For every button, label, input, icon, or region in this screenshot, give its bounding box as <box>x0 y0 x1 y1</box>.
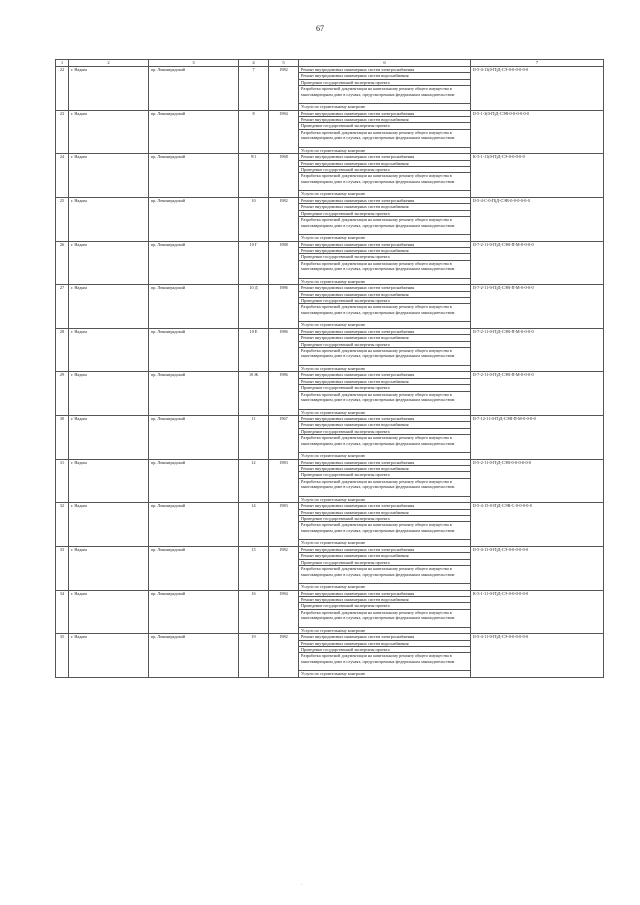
work-type-cell: Ремонт внутридомовых инженерных систем водоснабжения <box>299 422 471 428</box>
work-type-cell: Ремонт внутридомовых инженерных систем водоснабжения <box>299 247 471 253</box>
row-number: 35 <box>56 634 69 678</box>
work-type-cell: Разработка проектной документации на капитальному ремонту общего имущества в многоквартирном доме в случаях, предусмотренных федеральным законодательством <box>299 129 471 147</box>
work-type-cell: Услуги по строительному контролю <box>299 278 471 284</box>
row-number: 31 <box>56 459 69 503</box>
house-number-cell: 8 <box>239 110 269 154</box>
table-row <box>56 590 604 596</box>
work-type-cell: Проведение государственной экспертизы проекта <box>299 123 471 129</box>
work-type-cell: Проведение государственной экспертизы проекта <box>299 297 471 303</box>
work-type-cell: Услуги по строительному контролю <box>299 147 471 153</box>
work-type-cell: Ремонт внутридомовых инженерных систем водоснабжения <box>299 466 471 472</box>
work-type-cell: Разработка проектной документации на капитальному ремонту общего имущества в многоквартирном доме в случаях, предусмотренных федеральным законодательством <box>299 304 471 322</box>
building-code-cell: II-5-4-15-0-П)Д-СЭВ-С-0-0-0-0-0 <box>471 503 604 547</box>
row-number: 28 <box>56 328 69 372</box>
street-cell: пр. Ленинградский <box>149 197 239 241</box>
table-row <box>56 459 604 465</box>
city-cell: г. Надым <box>69 67 149 111</box>
row-number: 26 <box>56 241 69 285</box>
city-cell: г. Надым <box>69 197 149 241</box>
building-code-cell: II-7-2-11-0-П)Д-СЭВ-П-М-0-0-0-0 <box>471 285 604 329</box>
work-type-cell: Разработка проектной документации на капитальному ремонту общего имущества в многоквартирном доме в случаях, предусмотренных федеральным законодательством <box>299 217 471 235</box>
work-type-cell: Ремонт внутридомовых инженерных систем электроснабжения <box>299 546 471 552</box>
work-type-cell: Разработка проектной документации на капитальному ремонту общего имущества в многоквартирном доме в случаях, предусмотренных федеральным законодательством <box>299 391 471 409</box>
table-row <box>56 634 604 640</box>
city-cell: г. Надым <box>69 154 149 198</box>
building-code-cell: II-5-4-С-0-П)Д-СЭВ-0-0-0-0-0-0 <box>471 197 604 241</box>
house-number-cell: 16 <box>239 590 269 634</box>
house-number-cell: 15 <box>239 546 269 590</box>
row-number: 24 <box>56 154 69 198</box>
building-code-cell: II-7-2-11-0-П)Д-СЭВ-П-М-0-0-0-0 <box>471 241 604 285</box>
work-type-cell: Разработка проектной документации на капитальному ремонту общего имущества в многоквартирном доме в случаях, предусмотренных федеральным законодательством <box>299 435 471 453</box>
work-type-cell: Ремонт внутридомовых инженерных систем электроснабжения <box>299 372 471 378</box>
building-code-cell: II-5-2-11-0-П)Д-СЭВ-0-0-0-0-0-0 <box>471 459 604 503</box>
work-type-cell: Проведение государственной экспертизы проекта <box>299 341 471 347</box>
house-number-cell: 10 Д <box>239 285 269 329</box>
work-type-cell: Проведение государственной экспертизы проекта <box>299 254 471 260</box>
work-type-cell: Проведение государственной экспертизы проекта <box>299 516 471 522</box>
table-body <box>56 67 604 678</box>
table-row <box>56 241 604 247</box>
column-header-4: 4 <box>239 60 269 67</box>
street-cell: пр. Ленинградский <box>149 110 239 154</box>
work-type-cell: Проведение государственной экспертизы проекта <box>299 646 471 652</box>
work-type-cell: Услуги по строительному контролю <box>299 540 471 546</box>
build-year-cell: 1986 <box>269 372 299 416</box>
table-row <box>56 197 604 203</box>
table-row <box>56 503 604 509</box>
work-type-cell: Ремонт внутридомовых инженерных систем водоснабжения <box>299 117 471 123</box>
work-type-cell: Разработка проектной документации на капитальному ремонту общего имущества в многоквартирном доме в случаях, предусмотренных федеральным законодательством <box>299 260 471 278</box>
building-code-cell: II-5-4-11-0-П)Д-СЭ-0-0-0-0-0-0 <box>471 634 604 678</box>
city-cell: г. Надым <box>69 328 149 372</box>
work-type-cell: Ремонт внутридомовых инженерных систем водоснабжения <box>299 335 471 341</box>
work-type-cell: Разработка проектной документации на капитальному ремонту общего имущества в многоквартирном доме в случаях, предусмотренных федеральным законодательством <box>299 522 471 540</box>
work-type-cell: Разработка проектной документации на капитальному ремонту общего имущества в многоквартирном доме в случаях, предусмотренных федеральным законодательством <box>299 347 471 365</box>
building-code-cell: II-5-4-11(0-П)Д-СЭ-0-0-0-0-0-0 <box>471 67 604 111</box>
page-number: 67 <box>316 24 324 33</box>
work-type-cell: Ремонт внутридомовых инженерных систем водоснабжения <box>299 553 471 559</box>
work-type-cell: Разработка проектной документации на капитальному ремонту общего имущества в многоквартирном доме в случаях, предусмотренных федеральным законодательством <box>299 653 471 671</box>
build-year-cell: 1982 <box>269 634 299 678</box>
city-cell: г. Надым <box>69 546 149 590</box>
work-type-cell: Ремонт внутридомовых инженерных систем электроснабжения <box>299 154 471 160</box>
building-code-cell: II-7-2-11-0-П)Д-СЭВ-П-М-0-0-0-0 <box>471 328 604 372</box>
work-type-cell: Проведение государственной экспертизы проекта <box>299 559 471 565</box>
work-type-cell: Ремонт внутридомовых инженерных систем водоснабжения <box>299 73 471 79</box>
work-type-cell: Ремонт внутридомовых инженерных систем электроснабжения <box>299 503 471 509</box>
work-type-cell: Ремонт внутридомовых инженерных систем электроснабжения <box>299 197 471 203</box>
build-year-cell: 1984 <box>269 590 299 634</box>
table-row <box>56 546 604 552</box>
house-number-cell: 12 <box>239 459 269 503</box>
build-year-cell: 1982 <box>269 197 299 241</box>
street-cell: пр. Ленинградский <box>149 503 239 547</box>
table-row <box>56 328 604 334</box>
work-type-cell: Ремонт внутридомовых инженерных систем электроснабжения <box>299 110 471 116</box>
work-type-cell: Ремонт внутридомовых инженерных систем электроснабжения <box>299 328 471 334</box>
build-year-cell: 1983 <box>269 503 299 547</box>
house-number-cell: 10 Ж <box>239 372 269 416</box>
work-type-cell: Проведение государственной экспертизы проекта <box>299 167 471 173</box>
row-number: 29 <box>56 372 69 416</box>
work-type-cell: Услуги по строительному контролю <box>299 191 471 197</box>
city-cell: г. Надым <box>69 285 149 329</box>
work-type-cell: Ремонт внутридомовых инженерных систем электроснабжения <box>299 634 471 640</box>
build-year-cell: 1983 <box>269 459 299 503</box>
work-type-cell: Разработка проектной документации на капитальному ремонту общего имущества в многоквартирном доме в случаях, предусмотренных федеральным законодательством <box>299 566 471 584</box>
house-number-cell: 11 <box>239 416 269 460</box>
building-code-cell: II-7-2-11-0-П)Д-СЭВ-П-М-0-0-0-0 <box>471 372 604 416</box>
work-type-cell: Услуги по строительному контролю <box>299 496 471 502</box>
work-type-cell: Ремонт внутридомовых инженерных систем водоснабжения <box>299 160 471 166</box>
build-year-cell: 1982 <box>269 67 299 111</box>
work-type-cell: Ремонт внутридомовых инженерных систем водоснабжения <box>299 204 471 210</box>
house-number-cell: 10 <box>239 197 269 241</box>
street-cell: пр. Ленинградский <box>149 154 239 198</box>
city-cell: г. Надым <box>69 503 149 547</box>
city-cell: г. Надым <box>69 634 149 678</box>
row-number: 22 <box>56 67 69 111</box>
building-code-cell: II-5-4-11-0-П)Д-СЭ-0-0-0-0-0-0 <box>471 546 604 590</box>
build-year-cell: 1986 <box>269 328 299 372</box>
work-type-cell: Проведение государственной экспертизы проекта <box>299 385 471 391</box>
column-header-1: 1 <box>56 60 69 67</box>
table-row <box>56 372 604 378</box>
street-cell: пр. Ленинградский <box>149 634 239 678</box>
house-number-cell: 10 Е <box>239 328 269 372</box>
header-row <box>56 60 604 67</box>
work-type-cell: Услуги по строительному контролю <box>299 584 471 590</box>
table-row <box>56 67 604 73</box>
street-cell: пр. Ленинградский <box>149 546 239 590</box>
column-header-3: 3 <box>149 60 239 67</box>
row-number: 23 <box>56 110 69 154</box>
work-type-cell: Услуги по строительному контролю <box>299 104 471 110</box>
street-cell: пр. Ленинградский <box>149 285 239 329</box>
work-type-cell: Ремонт внутридомовых инженерных систем водоснабжения <box>299 596 471 602</box>
house-number-cell: 19 <box>239 634 269 678</box>
scan-mark: · <box>301 883 303 888</box>
street-cell: пр. Ленинградский <box>149 67 239 111</box>
work-type-cell: Проведение государственной экспертизы проекта <box>299 428 471 434</box>
work-type-cell: Разработка проектной документации на капитальному ремонту общего имущества в многоквартирном доме в случаях, предусмотренных федеральным законодательством <box>299 478 471 496</box>
house-number-cell: 7 <box>239 67 269 111</box>
work-type-cell: Проведение государственной экспертизы проекта <box>299 79 471 85</box>
work-type-cell: Проведение государственной экспертизы проекта <box>299 603 471 609</box>
work-type-cell: Ремонт внутридомовых инженерных систем электроснабжения <box>299 285 471 291</box>
work-type-cell: Услуги по строительному контролю <box>299 627 471 633</box>
building-code-cell: II-7-12-11-0-П)Д-СЭВ-П-М-0-0-0-0 <box>471 416 604 460</box>
work-type-cell: Услуги по строительному контролю <box>299 235 471 241</box>
work-type-cell: Проведение государственной экспертизы проекта <box>299 472 471 478</box>
address-program-table <box>55 59 604 678</box>
build-year-cell: 1988 <box>269 241 299 285</box>
work-type-cell: Ремонт внутридомовых инженерных систем водоснабжения <box>299 509 471 515</box>
work-type-cell: Ремонт внутридомовых инженерных систем водоснабжения <box>299 291 471 297</box>
column-header-2: 2 <box>69 60 149 67</box>
city-cell: г. Надым <box>69 590 149 634</box>
building-code-cell: II-5-1-3(0-П)Д-СЭВ-0-0-0-0-0-0 <box>471 110 604 154</box>
work-type-cell: Ремонт внутридомовых инженерных систем водоснабжения <box>299 378 471 384</box>
street-cell: пр. Ленинградский <box>149 328 239 372</box>
row-number: 25 <box>56 197 69 241</box>
column-header-6: 6 <box>299 60 471 67</box>
work-type-cell: Услуги по строительному контролю <box>299 409 471 415</box>
city-cell: г. Надым <box>69 459 149 503</box>
work-type-cell: Разработка проектной документации на капитальному ремонту общего имущества в многоквартирном доме в случаях, предусмотренных федеральным законодательством <box>299 86 471 104</box>
work-type-cell: Услуги по строительному контролю <box>299 365 471 371</box>
table-row <box>56 110 604 116</box>
city-cell: г. Надым <box>69 416 149 460</box>
building-code-cell: К-5-1-11-0-П)Д-СЭ-0-0-0-0-0-0 <box>471 590 604 634</box>
table-row <box>56 416 604 422</box>
street-cell: пр. Ленинградский <box>149 372 239 416</box>
work-type-cell: Ремонт внутридомовых инженерных систем электроснабжения <box>299 67 471 73</box>
house-number-cell: 14 <box>239 503 269 547</box>
build-year-cell: 1986 <box>269 285 299 329</box>
city-cell: г. Надым <box>69 241 149 285</box>
house-number-cell: 10 Г <box>239 241 269 285</box>
street-cell: пр. Ленинградский <box>149 241 239 285</box>
city-cell: г. Надым <box>69 372 149 416</box>
build-year-cell: 1968 <box>269 154 299 198</box>
street-cell: пр. Ленинградский <box>149 459 239 503</box>
work-type-cell: Ремонт внутридомовых инженерных систем электроснабжения <box>299 241 471 247</box>
work-type-cell: Услуги по строительному контролю <box>299 322 471 328</box>
row-number: 30 <box>56 416 69 460</box>
work-type-cell: Услуги по строительному контролю <box>299 671 471 677</box>
work-type-cell: Разработка проектной документации на капитальному ремонту общего имущества в многоквартирном доме в случаях, предусмотренных федеральным законодательством <box>299 173 471 191</box>
row-number: 32 <box>56 503 69 547</box>
street-cell: пр. Ленинградский <box>149 416 239 460</box>
work-type-cell: Услуги по строительному контролю <box>299 453 471 459</box>
work-type-cell: Ремонт внутридомовых инженерных систем электроснабжения <box>299 459 471 465</box>
work-type-cell: Разработка проектной документации на капитальному ремонту общего имущества в многоквартирном доме в случаях, предусмотренных федеральным законодательством <box>299 609 471 627</box>
build-year-cell: 1967 <box>269 416 299 460</box>
row-number: 27 <box>56 285 69 329</box>
table-row <box>56 154 604 160</box>
build-year-cell: 1984 <box>269 110 299 154</box>
house-number-cell: 9/1 <box>239 154 269 198</box>
work-type-cell: Ремонт внутридомовых инженерных систем электроснабжения <box>299 590 471 596</box>
column-header-7: 7 <box>471 60 604 67</box>
build-year-cell: 1982 <box>269 546 299 590</box>
street-cell: пр. Ленинградский <box>149 590 239 634</box>
row-number: 33 <box>56 546 69 590</box>
work-type-cell: Ремонт внутридомовых инженерных систем электроснабжения <box>299 416 471 422</box>
city-cell: г. Надым <box>69 110 149 154</box>
work-type-cell: Проведение государственной экспертизы проекта <box>299 210 471 216</box>
table-row <box>56 285 604 291</box>
work-type-cell: Ремонт внутридомовых инженерных систем водоснабжения <box>299 640 471 646</box>
row-number: 34 <box>56 590 69 634</box>
column-header-5: 5 <box>269 60 299 67</box>
building-code-cell: К-5-1-11(0-П)Д-СЭ-0-0-0-0-0 <box>471 154 604 198</box>
